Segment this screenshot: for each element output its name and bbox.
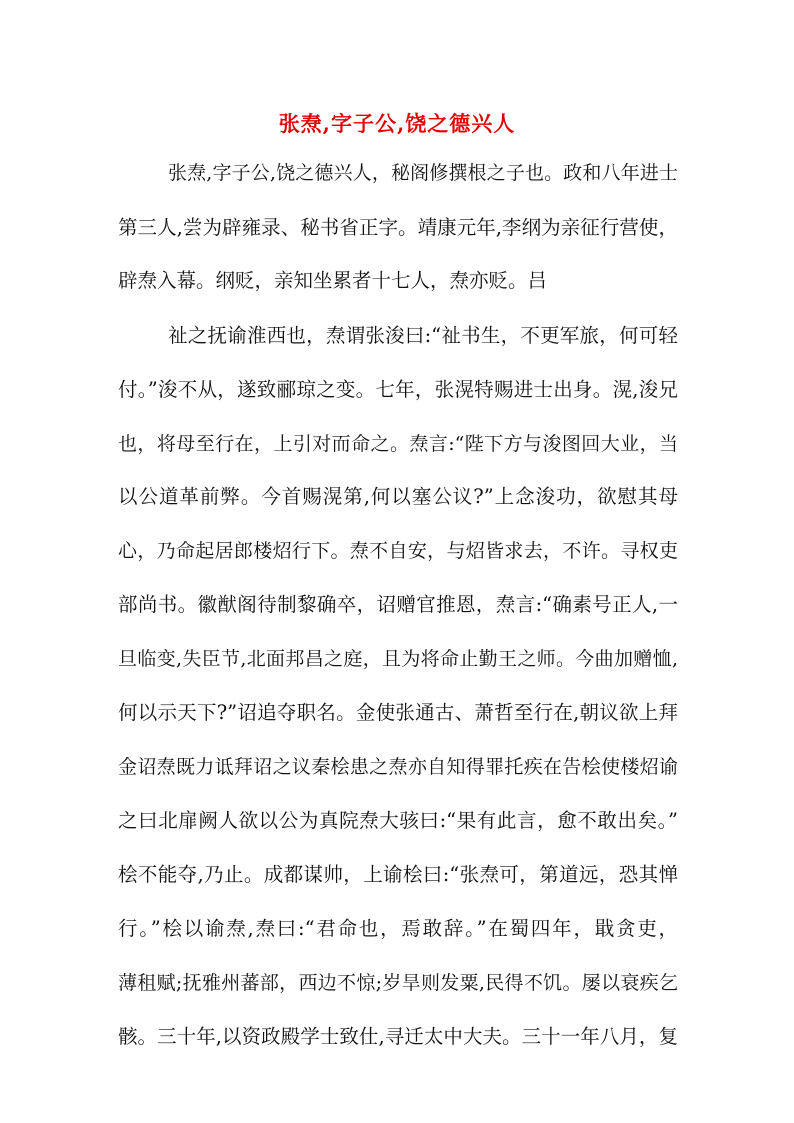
text-line: 行。”桧以谕焘,焘曰:“君命也，焉敢辞。”在蜀四年，戢贪吏， — [118, 917, 678, 940]
text-line: 心，乃命起居郎楼炤行下。焘不自安，与炤皆求去，不许。寻权吏 — [118, 540, 678, 562]
text-line: 旦临变,失臣节,北面邦昌之庭，且为将命止勤王之师。今曲加赠恤, — [118, 648, 678, 670]
text-line: 薄租赋;抚雅州蕃部，西边不惊;岁旱则发粟,民得不饥。屡以衰疾乞 — [118, 972, 678, 994]
text-line: 何以示天下?”诏追夺职名。金使张通古、萧哲至行在,朝议欲上拜 — [118, 701, 678, 724]
text-line: 骸。三十年,以资政殿学士致仕,寻迁太中大夫。三十一年八月，复 — [118, 1025, 678, 1048]
text-line: 也，将母至行在，上引对而命之。焘言:“陛下方与浚图回大业，当 — [118, 433, 678, 455]
text-line: 桧不能夺,乃止。成都谋帅，上谕桧曰:“张焘可，第道远，恐其惮 — [118, 863, 678, 886]
text-line: 辟焘入幕。纲贬，亲知坐累者十七人，焘亦贬。吕 — [118, 269, 548, 292]
text-line: 付。”浚不从，遂致郦琼之变。七年，张滉特赐进士出身。滉,浚兄 — [118, 378, 678, 401]
text-line: 部尚书。徽猷阁待制黎确卒，诏赠官推恩，焘言:“确素号正人,一 — [118, 593, 678, 616]
text-line: 祉之抚谕淮西也，焘谓张浚曰:“祉书生，不更军旅，何可轻 — [168, 324, 678, 347]
text-line: 第三人,尝为辟雍录、秘书省正字。靖康元年,李纲为亲征行营使， — [118, 216, 678, 239]
text-line: 张焘,字子公,饶之德兴人，秘阁修撰根之子也。政和八年进士 — [168, 162, 678, 184]
text-line: 以公道革前弊。今首赐滉第,何以塞公议?”上念浚功，欲慰其母 — [118, 485, 678, 508]
document-title: 张焘,字子公,饶之德兴人 — [278, 111, 516, 136]
text-line: 金诏焘既力诋拜诏之议秦桧患之焘亦自知得罪托疾在告桧使楼炤谕 — [118, 756, 678, 778]
text-line: 之曰北扉阙人欲以公为真院焘大骇曰:“果有此言，愈不敢出矣。” — [118, 809, 678, 832]
